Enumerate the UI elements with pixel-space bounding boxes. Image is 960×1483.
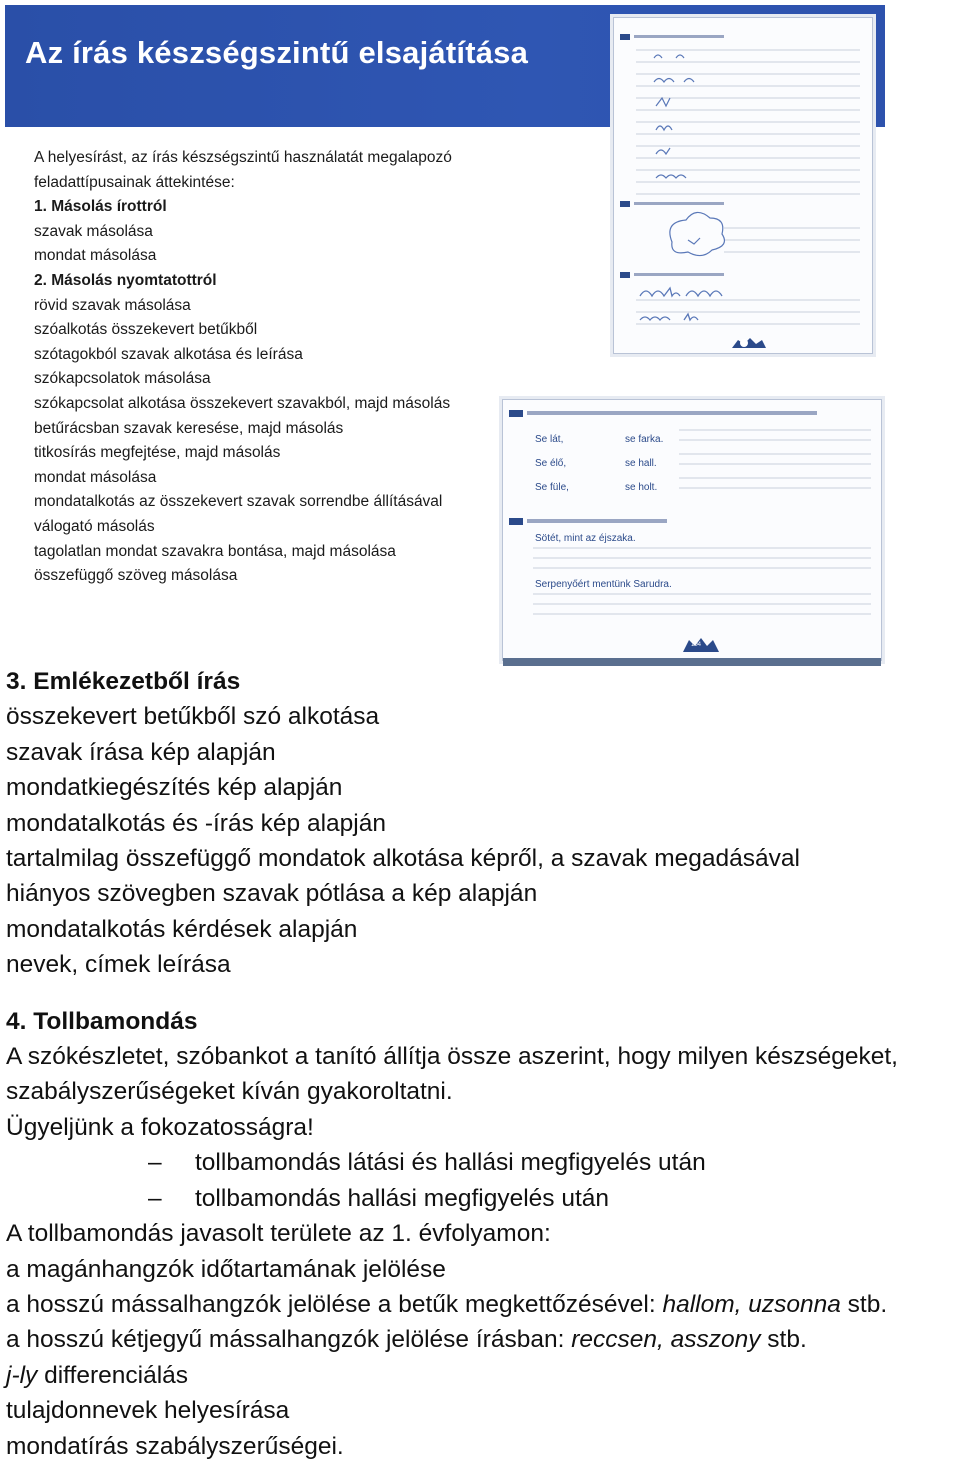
slide-list-item: összefüggő szöveg másolása	[34, 567, 238, 585]
dash-bullet: –	[148, 1149, 162, 1177]
worksheet-thumbnail-top	[613, 17, 873, 354]
section-3-item: hiányos szövegben szavak pótlása a kép alapján	[6, 880, 538, 908]
section-3-item: nevek, címek leírása	[6, 951, 231, 979]
slide-title: Az írás készségszintű elsajátítása	[25, 35, 529, 70]
section-4-note: Ügyeljünk a fokozatosságra!	[6, 1113, 314, 1141]
bullet-item	[6, 1145, 960, 1180]
section-3-item: szavak írása kép alapján	[6, 738, 276, 766]
area-item-3-text: a hosszú kétjegyű mássalhangzók jelölése írásban:	[6, 1326, 572, 1354]
section-4-intro-line-1: A szókészletet, szóbankot a tanító állítja össze aszerint, hogy milyen készségeket,	[6, 1043, 898, 1071]
sheet-sentence-2: Serpenyőért mentünk Sarudra.	[535, 579, 672, 590]
slide-list-item: mondatalkotás az összekevert szavak sorrendbe állításával	[34, 493, 443, 511]
slide-list-item: szóalkotás összekevert betűkből	[34, 321, 258, 339]
area-item-4-text: differenciálás	[37, 1361, 189, 1389]
area-item-2-examples: hallom, uzsonna	[662, 1290, 841, 1318]
section-4-heading: 4. Tollbamondás	[6, 1007, 198, 1035]
slide-list-item: mondat másolása	[34, 247, 157, 265]
worksheet-bottom-drawing	[503, 400, 881, 660]
sheet-sentence-1: Sötét, mint az éjszaka.	[535, 533, 636, 544]
bullet-text: tollbamondás hallási megfigyelés után	[195, 1184, 610, 1212]
section-3-list	[6, 699, 960, 982]
slide-task-list	[34, 146, 504, 589]
section-3-heading: 3. Emlékezetből írás	[6, 668, 241, 695]
area-item-4-example: j-ly	[6, 1361, 38, 1389]
slide-list-item: tagolatlan mondat szavakra bontása, majd másolása	[34, 542, 396, 560]
sheet-word-right-2: se hall.	[625, 458, 657, 469]
slide-list-item: szókapcsolatok másolása	[34, 370, 211, 388]
bullet-text: tollbamondás látási és hallási megfigyelés után	[195, 1149, 706, 1177]
sheet-word-left-1: Se lát,	[535, 434, 564, 445]
slide-list-item: szavak másolása	[34, 222, 153, 240]
slide-list-item: titkosírás megfejtése, majd másolás	[34, 444, 281, 462]
section-4-intro-line-2: szabályszerűségeket kíván gyakoroltatni.	[6, 1078, 453, 1106]
section-3-item: tartalmilag összefüggő mondatok alkotása képről, a szavak megadásával	[6, 845, 800, 873]
area-item-6: mondatírás szabályszerűségei.	[6, 1432, 344, 1460]
slide-list-item: szótagokból szavak alkotása és leírása	[34, 345, 303, 363]
section-3-item: mondatalkotás és -írás kép alapján	[6, 809, 386, 837]
area-item-2-text: a hosszú mássalhangzók jelölése a betűk megkettőzésével:	[6, 1290, 663, 1318]
document-body	[6, 664, 960, 1464]
sheet-word-left-2: Se élő,	[535, 458, 567, 469]
area-item-4	[6, 1358, 960, 1393]
slide-list-item: 2. Másolás nyomtatottról	[34, 271, 217, 289]
sheet-word-right-3: se holt.	[625, 482, 658, 493]
area-item-5: tulajdonnevek helyesírása	[6, 1397, 290, 1425]
section-3-item: összekevert betűkből szó alkotása	[6, 703, 380, 731]
slide-list-item: mondat másolása	[34, 468, 157, 486]
area-item-3	[6, 1322, 960, 1357]
area-item-3-suffix: stb.	[760, 1326, 807, 1354]
sheet-page-number: 104	[691, 642, 702, 648]
slide-image	[5, 5, 885, 665]
area-item-2	[6, 1287, 960, 1322]
bullet-item	[6, 1181, 960, 1216]
slide-list-item: betűrácsban szavak keresése, majd másolás	[34, 419, 344, 437]
slide-list-item: A helyesírást, az írás készségszintű használatát megalapozó	[34, 149, 452, 166]
dash-bullet: –	[148, 1184, 162, 1212]
worksheet-thumbnail-bottom	[502, 399, 882, 661]
slide-list-item: válogató másolás	[34, 517, 155, 535]
area-item-1: a magánhangzók időtartamának jelölése	[6, 1255, 446, 1283]
slide-list-item: szókapcsolat alkotása összekevert szavakból, majd másolás	[34, 394, 451, 412]
area-item-3-examples: reccsen, asszony	[571, 1326, 761, 1354]
slide-list-item: feladattípusainak áttekintése:	[34, 173, 235, 191]
area-title: A tollbamondás javasolt területe az 1. évfolyamon:	[6, 1220, 551, 1248]
worksheet-top-drawing	[614, 18, 872, 353]
area-item-2-suffix: stb.	[840, 1290, 888, 1318]
sheet-word-right-1: se farka.	[625, 434, 664, 445]
section-3-item: mondatalkotás kérdések alapján	[6, 915, 358, 943]
slide-list-item: 1. Másolás írottról	[34, 198, 167, 216]
sheet-word-left-3: Se füle,	[535, 482, 569, 493]
section-3-item: mondatkiegészítés kép alapján	[6, 774, 343, 802]
slide-list-item: rövid szavak másolása	[34, 296, 191, 314]
